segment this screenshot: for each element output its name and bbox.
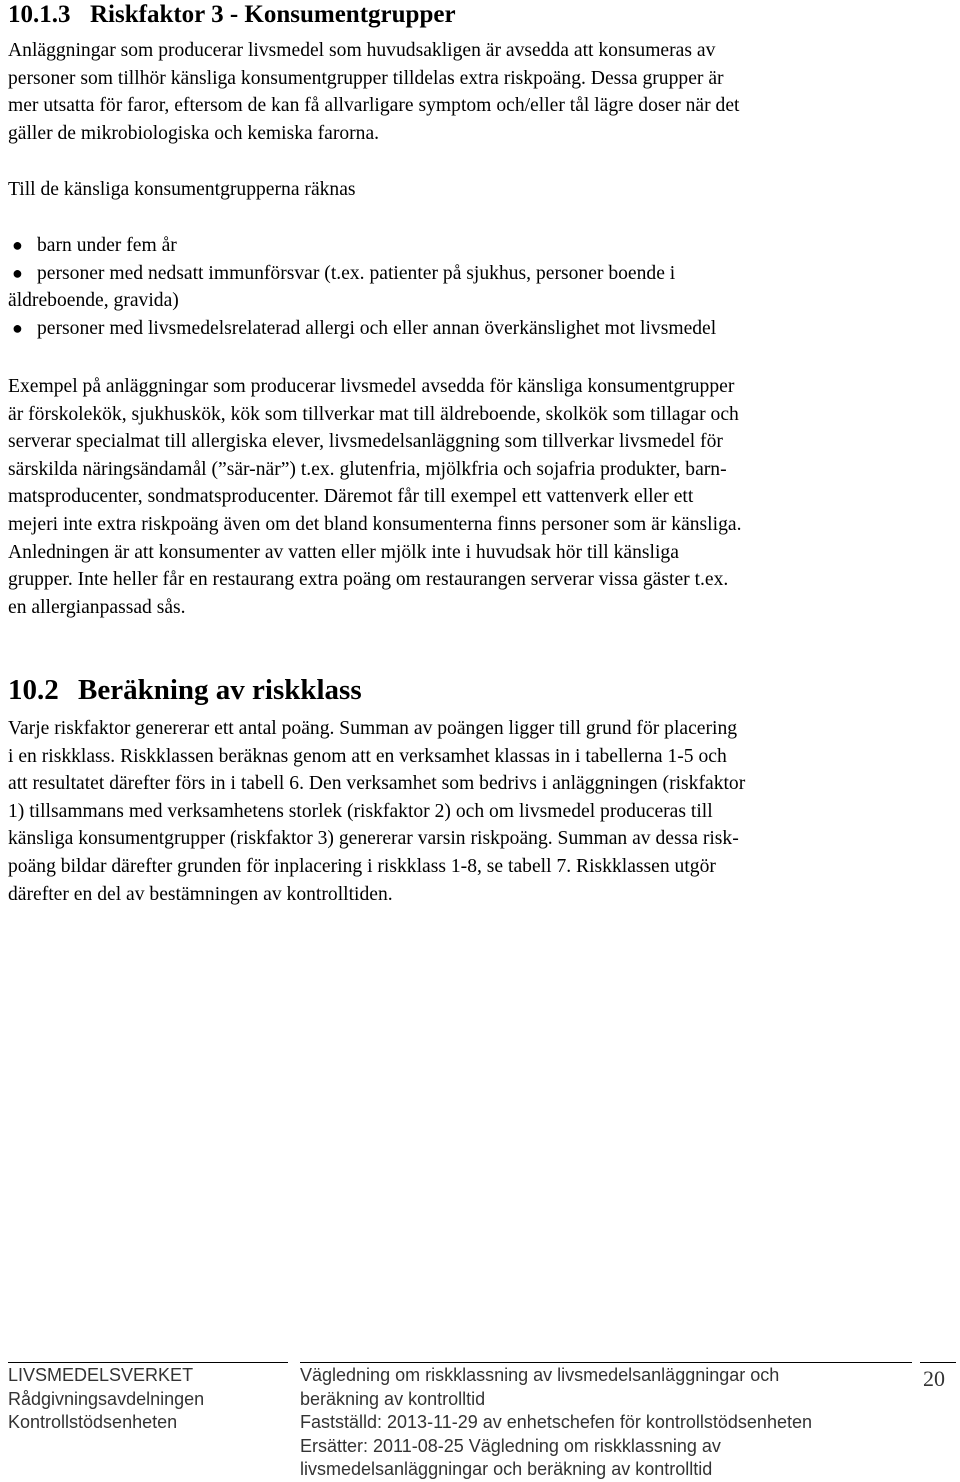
footer-line: Kontrollstödsenheten bbox=[8, 1412, 178, 1432]
paragraph-line: Exempel på anläggningar som producerar livsmedel avsedda för känsliga konsumentgrupper bbox=[8, 376, 735, 397]
paragraph-examples bbox=[8, 373, 938, 621]
paragraph-line: en allergianpassad sås. bbox=[8, 596, 186, 618]
paragraph-line: Anledningen är att konsumenter av vatten eller mjölk inte i huvudsak hör till känsliga bbox=[8, 541, 679, 563]
footer-line: Ersätter: 2011-08-25 Vägledning om riskklassning av bbox=[300, 1435, 721, 1456]
list-item-text: personer med nedsatt immunförsvar (t.ex. patienter på sjukhus, personer boende i bbox=[37, 262, 676, 284]
footer-organization bbox=[8, 1364, 204, 1435]
sensitive-groups-list bbox=[8, 232, 938, 342]
paragraph-line: i en riskklass. Riskklassen beräknas genom att en verksamhet klassas in i tabellerna 1-5 och bbox=[8, 745, 727, 767]
footer-line: livsmedelsanläggningar och beräkning av kontrolltid bbox=[300, 1459, 713, 1479]
bullet-icon: ● bbox=[12, 262, 23, 283]
list-item bbox=[8, 260, 938, 315]
section-number: 10.1.3 bbox=[8, 1, 71, 28]
paragraph-risk-class-calculation bbox=[8, 715, 938, 908]
paragraph-line: matsproducenter, sondmatsproducenter. Däremot får till exempel ett vattenverk eller ett bbox=[8, 486, 694, 508]
paragraph-line: känsliga konsumentgrupper (riskfaktor 3) genererar varsin riskpoäng. Summan av dessa risk- bbox=[8, 828, 739, 850]
paragraph-line: 1) tillsammans med verksamhetens storlek (riskfaktor 2) och om livsmedel produceras till bbox=[8, 800, 713, 822]
paragraph-line: Till de känsliga konsumentgrupperna räknas bbox=[8, 179, 356, 200]
paragraph-line: mer utsatta för faror, eftersom de kan få allvarligare symptom och/eller tål lägre doser när det bbox=[8, 95, 740, 117]
paragraph-line: personer som tillhör känsliga konsumentgrupper tilldelas extra riskpoäng. Dessa grupper är bbox=[8, 67, 724, 89]
footer-document-info bbox=[300, 1364, 812, 1482]
list-item bbox=[8, 232, 938, 260]
section-number: 10.2 bbox=[8, 674, 59, 706]
list-item bbox=[8, 315, 938, 343]
paragraph-line: mejeri inte extra riskpoäng även om det bland konsumenterna finns personer som är känsliga. bbox=[8, 513, 742, 535]
footer-line: LIVSMEDELSVERKET bbox=[8, 1365, 194, 1385]
paragraph-line: därefter en del av bestämningen av kontrolltiden. bbox=[8, 883, 393, 905]
list-item-text: äldreboende, gravida) bbox=[8, 290, 179, 312]
footer-rule-middle bbox=[300, 1362, 912, 1363]
paragraph-line: att resultatet därefter förs in i tabell 6. Den verksamhet som bedrivs i anläggningen (riskfaktor bbox=[8, 773, 746, 795]
paragraph-consumer-groups bbox=[8, 37, 938, 147]
section-heading-10-1-3 bbox=[8, 0, 456, 30]
page-number: 20 bbox=[923, 1366, 945, 1391]
footer-line: beräkning av kontrolltid bbox=[300, 1388, 486, 1409]
footer-rule-left bbox=[8, 1362, 288, 1363]
footer-line: Fastställd: 2013-11-29 av enhetschefen för kontrollstödsenheten bbox=[300, 1412, 812, 1432]
footer-line: Vägledning om riskklassning av livsmedelsanläggningar och bbox=[300, 1365, 780, 1385]
footer-rule-right bbox=[920, 1362, 956, 1363]
section-title: Beräkning av riskklass bbox=[78, 674, 362, 706]
paragraph-line: serverar specialmat till allergiska elever, livsmedelsanläggning som tillverkar livsmedel för bbox=[8, 431, 723, 453]
list-item-text: personer med livsmedelsrelaterad allergi och eller annan överkänslighet mot livsmedel bbox=[37, 317, 717, 339]
section-heading-10-2 bbox=[8, 672, 362, 708]
list-item-text: barn under fem år bbox=[37, 235, 177, 256]
bullet-icon: ● bbox=[12, 317, 23, 338]
paragraph-line: är förskolekök, sjukhuskök, kök som tillverkar mat till äldreboende, skolkök som tillagar och bbox=[8, 403, 739, 425]
paragraph-line: särskilda näringsändamål (”sär-när”) t.ex. glutenfria, mjölkfria och sojafria produkter, barn- bbox=[8, 458, 727, 480]
paragraph-intro bbox=[8, 176, 938, 204]
paragraph-line: Varje riskfaktor genererar ett antal poäng. Summan av poängen ligger till grund för placering bbox=[8, 718, 738, 739]
section-title: Riskfaktor 3 - Konsumentgrupper bbox=[90, 1, 456, 28]
footer-line: Rådgivningsavdelningen bbox=[8, 1388, 205, 1409]
paragraph-line: poäng bildar därefter grunden för inplacering i riskklass 1-8, se tabell 7. Riskklassen utgör bbox=[8, 855, 716, 877]
paragraph-line: Anläggningar som producerar livsmedel som huvudsakligen är avsedda att konsumeras av bbox=[8, 40, 716, 61]
paragraph-line: gäller de mikrobiologiska och kemiska farorna. bbox=[8, 122, 380, 144]
paragraph-line: grupper. Inte heller får en restaurang extra poäng om restaurangen serverar vissa gäster t.ex. bbox=[8, 569, 729, 591]
bullet-icon: ● bbox=[12, 235, 23, 255]
